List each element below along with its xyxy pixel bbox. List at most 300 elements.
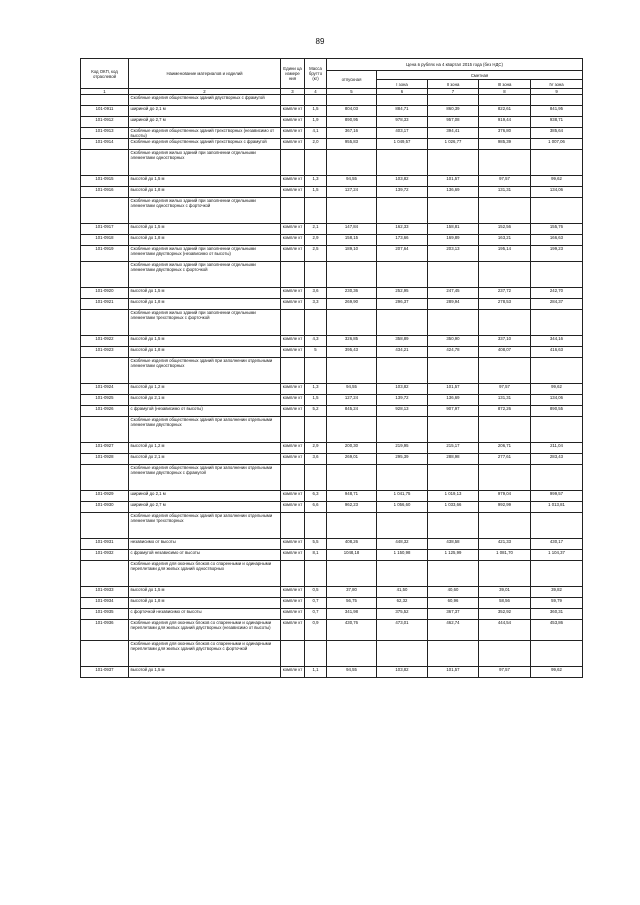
zone-2-price-cell: 247,45	[428, 288, 479, 299]
zone-3-price-cell: 421,33	[479, 539, 531, 550]
unit-cell: компле кт	[281, 443, 305, 454]
name-cell: Скобяные изделия для оконных блоков со спаренными и одинарными переплетами для жилых зданий двустворных (независимо от высоты)	[129, 620, 281, 641]
zone-1-price-cell: 473,01	[377, 620, 428, 641]
empty-cell	[305, 641, 327, 667]
zone-1-price-cell: 434,21	[377, 347, 428, 358]
column-number: 3	[281, 89, 305, 95]
mass-cell: 2,0	[305, 139, 327, 150]
zone-2-price-cell: 1 033,66	[428, 502, 479, 513]
unit-cell: компле кт	[281, 117, 305, 128]
unit-cell: компле кт	[281, 587, 305, 598]
mass-cell: 0,9	[305, 620, 327, 641]
zone-2-price-cell: 40,60	[428, 587, 479, 598]
empty-cell	[281, 465, 305, 491]
section-row	[81, 95, 583, 106]
empty-cell	[428, 561, 479, 587]
empty-cell	[479, 198, 531, 224]
zone-2-price-cell: 350,90	[428, 336, 479, 347]
unit-cell: компле кт	[281, 128, 305, 139]
section-row	[81, 358, 583, 384]
table-row	[81, 550, 583, 561]
unit-cell: компле кт	[281, 288, 305, 299]
header-mass: Масса брутто (кг)	[305, 59, 327, 89]
table-row	[81, 406, 583, 417]
empty-cell	[428, 198, 479, 224]
column-number: 6	[377, 89, 428, 95]
zone-4-price-cell: 360,31	[531, 609, 583, 620]
empty-cell	[327, 417, 377, 443]
code-cell	[81, 198, 129, 224]
unit-cell: компле кт	[281, 187, 305, 198]
mass-cell: 5,5	[305, 539, 327, 550]
release-price-cell: 127,24	[327, 395, 377, 406]
code-cell: 101-0937	[81, 667, 129, 678]
empty-cell	[327, 310, 377, 336]
empty-cell	[377, 417, 428, 443]
section-title: Скобяные изделия общественных зданий двустворных с фрамугой	[129, 95, 281, 106]
code-cell	[81, 465, 129, 491]
release-price-cell: 804,03	[327, 106, 377, 117]
header-estimate: Сметная	[377, 71, 583, 80]
zone-4-price-cell: 385,64	[531, 128, 583, 139]
name-cell: высотой до 1,2 м	[129, 384, 281, 395]
column-number: 1	[81, 89, 129, 95]
unit-cell: компле кт	[281, 667, 305, 678]
table-body	[81, 95, 583, 678]
name-cell: шириной до 2,7 м	[129, 502, 281, 513]
empty-cell	[531, 358, 583, 384]
zone-2-price-cell: 1 125,99	[428, 550, 479, 561]
header-price-group: Цена в рублях на 4 квартал 2015 года (без НДС)	[327, 59, 583, 71]
table-row	[81, 128, 583, 139]
zone-4-price-cell: 416,63	[531, 347, 583, 358]
name-cell: шириной до 2,1 м	[129, 106, 281, 117]
header-zone-4: IV зона	[531, 80, 583, 89]
zone-2-price-cell: 438,58	[428, 539, 479, 550]
zone-3-price-cell: 992,99	[479, 502, 531, 513]
zone-3-price-cell: 97,57	[479, 384, 531, 395]
empty-cell	[377, 262, 428, 288]
unit-cell: компле кт	[281, 491, 305, 502]
zone-1-price-cell: 928,13	[377, 406, 428, 417]
empty-cell	[531, 198, 583, 224]
code-cell: 101-0918	[81, 235, 129, 246]
zone-2-price-cell: 424,78	[428, 347, 479, 358]
zone-2-price-cell: 158,81	[428, 224, 479, 235]
zone-4-price-cell: 430,17	[531, 539, 583, 550]
zone-3-price-cell: 97,57	[479, 176, 531, 187]
section-row	[81, 198, 583, 224]
zone-1-price-cell: 103,82	[377, 667, 428, 678]
unit-cell: компле кт	[281, 502, 305, 513]
release-price-cell: 269,90	[327, 299, 377, 310]
zone-1-price-cell: 296,37	[377, 299, 428, 310]
release-price-cell: 127,24	[327, 187, 377, 198]
code-cell: 101-0931	[81, 539, 129, 550]
zone-1-price-cell: 103,82	[377, 176, 428, 187]
code-cell: 101-0917	[81, 224, 129, 235]
name-cell: высотой до 1,5 м	[129, 176, 281, 187]
zone-2-price-cell: 957,08	[428, 117, 479, 128]
zone-3-price-cell: 919,44	[479, 117, 531, 128]
empty-cell	[479, 310, 531, 336]
release-price-cell: 94,55	[327, 384, 377, 395]
mass-cell: 1,5	[305, 187, 327, 198]
table-row	[81, 246, 583, 262]
section-title: Скобяные изделия для оконных блоков со спаренными и одинарными переплетами для жилых зданий двустворных с форточкой	[129, 641, 281, 667]
unit-cell: компле кт	[281, 454, 305, 465]
table-row	[81, 620, 583, 641]
empty-cell	[428, 150, 479, 176]
empty-cell	[281, 358, 305, 384]
zone-4-price-cell: 938,71	[531, 117, 583, 128]
empty-cell	[479, 150, 531, 176]
zone-4-price-cell: 283,43	[531, 454, 583, 465]
code-cell: 101-0911	[81, 106, 129, 117]
zone-4-price-cell: 1 007,06	[531, 139, 583, 150]
empty-cell	[327, 95, 377, 106]
zone-1-price-cell: 103,82	[377, 384, 428, 395]
zone-3-price-cell: 408,07	[479, 347, 531, 358]
zone-1-price-cell: 978,33	[377, 117, 428, 128]
zone-1-price-cell: 173,66	[377, 235, 428, 246]
zone-4-price-cell: 211,04	[531, 443, 583, 454]
empty-cell	[305, 465, 327, 491]
empty-cell	[281, 641, 305, 667]
zone-4-price-cell: 134,06	[531, 395, 583, 406]
empty-cell	[327, 641, 377, 667]
zone-2-price-cell: 215,17	[428, 443, 479, 454]
empty-cell	[327, 465, 377, 491]
code-cell: 101-0912	[81, 117, 129, 128]
mass-cell: 2,9	[305, 443, 327, 454]
name-cell: высотой до 1,8 м	[129, 598, 281, 609]
zone-3-price-cell: 39,01	[479, 587, 531, 598]
table-row	[81, 117, 583, 128]
release-price-cell: 189,10	[327, 246, 377, 262]
code-cell: 101-0914	[81, 139, 129, 150]
zone-1-price-cell: 295,39	[377, 454, 428, 465]
unit-cell: компле кт	[281, 235, 305, 246]
zone-2-price-cell: 288,98	[428, 454, 479, 465]
table-row	[81, 106, 583, 117]
empty-cell	[531, 561, 583, 587]
zone-4-price-cell: 155,76	[531, 224, 583, 235]
unit-cell: компле кт	[281, 539, 305, 550]
release-price-cell: 200,30	[327, 443, 377, 454]
release-price-cell: 37,80	[327, 587, 377, 598]
unit-cell: компле кт	[281, 347, 305, 358]
name-cell: высотой до 1,5 м	[129, 288, 281, 299]
zone-2-price-cell: 101,57	[428, 667, 479, 678]
empty-cell	[428, 310, 479, 336]
mass-cell: 5	[305, 347, 327, 358]
zone-1-price-cell: 207,64	[377, 246, 428, 262]
header-unit: Едини ца измере ния	[281, 59, 305, 89]
release-price-cell: 94,55	[327, 667, 377, 678]
release-price-cell: 395,43	[327, 347, 377, 358]
empty-cell	[377, 95, 428, 106]
column-number: 8	[479, 89, 531, 95]
empty-cell	[377, 310, 428, 336]
code-cell: 101-0913	[81, 128, 129, 139]
header-zone-3: III зона	[479, 80, 531, 89]
zone-1-price-cell: 162,33	[377, 224, 428, 235]
release-price-cell: 147,84	[327, 224, 377, 235]
name-cell: с форточкой независимо от высоты	[129, 609, 281, 620]
mass-cell: 4,3	[305, 336, 327, 347]
zone-2-price-cell: 289,94	[428, 299, 479, 310]
section-row	[81, 262, 583, 288]
zone-3-price-cell: 337,10	[479, 336, 531, 347]
unit-cell: компле кт	[281, 176, 305, 187]
code-cell: 101-0926	[81, 406, 129, 417]
table-row	[81, 224, 583, 235]
release-price-cell: 1048,18	[327, 550, 377, 561]
zone-4-price-cell: 59,79	[531, 598, 583, 609]
empty-cell	[531, 465, 583, 491]
mass-cell: 1,9	[305, 117, 327, 128]
table-row	[81, 288, 583, 299]
code-cell	[81, 561, 129, 587]
zone-1-price-cell: 403,17	[377, 128, 428, 139]
empty-cell	[305, 310, 327, 336]
table-row	[81, 502, 583, 513]
unit-cell: компле кт	[281, 139, 305, 150]
empty-cell	[305, 513, 327, 539]
empty-cell	[305, 95, 327, 106]
mass-cell: 4,1	[305, 128, 327, 139]
code-cell: 101-0936	[81, 620, 129, 641]
mass-cell: 3,6	[305, 288, 327, 299]
name-cell: независимо от высоты	[129, 539, 281, 550]
header-zone-1: I зона	[377, 80, 428, 89]
code-cell: 101-0934	[81, 598, 129, 609]
empty-cell	[531, 95, 583, 106]
mass-cell: 3,3	[305, 299, 327, 310]
header-code: Код ОКП, код отраслевой	[81, 59, 129, 89]
table-row	[81, 587, 583, 598]
empty-cell	[327, 358, 377, 384]
zone-4-price-cell: 453,86	[531, 620, 583, 641]
table-row	[81, 347, 583, 358]
empty-cell	[305, 150, 327, 176]
zone-3-price-cell: 277,61	[479, 454, 531, 465]
empty-cell	[327, 513, 377, 539]
section-row	[81, 513, 583, 539]
zone-3-price-cell: 872,26	[479, 406, 531, 417]
zone-4-price-cell: 1 104,37	[531, 550, 583, 561]
zone-3-price-cell: 1 081,70	[479, 550, 531, 561]
table-row	[81, 667, 583, 678]
code-cell: 101-0927	[81, 443, 129, 454]
column-number: 4	[305, 89, 327, 95]
empty-cell	[327, 150, 377, 176]
name-cell: высотой до 1,5 м	[129, 224, 281, 235]
section-row	[81, 465, 583, 491]
release-price-cell: 230,36	[327, 288, 377, 299]
code-cell	[81, 641, 129, 667]
zone-1-price-cell: 62,32	[377, 598, 428, 609]
empty-cell	[428, 465, 479, 491]
mass-cell: 1,5	[305, 395, 327, 406]
table-row	[81, 491, 583, 502]
table-row	[81, 176, 583, 187]
zone-2-price-cell: 394,41	[428, 128, 479, 139]
zone-3-price-cell: 152,56	[479, 224, 531, 235]
empty-cell	[428, 262, 479, 288]
unit-cell: компле кт	[281, 106, 305, 117]
mass-cell: 1,3	[305, 384, 327, 395]
release-price-cell: 955,83	[327, 139, 377, 150]
zone-4-price-cell: 134,06	[531, 187, 583, 198]
unit-cell: компле кт	[281, 406, 305, 417]
empty-cell	[479, 262, 531, 288]
mass-cell: 0,5	[305, 587, 327, 598]
zone-1-price-cell: 448,32	[377, 539, 428, 550]
zone-3-price-cell: 206,71	[479, 443, 531, 454]
table-row	[81, 454, 583, 465]
mass-cell: 1,3	[305, 176, 327, 187]
mass-cell: 6,6	[305, 502, 327, 513]
name-cell: Скобяные изделия жилых зданий при заполнении отдельными элементами двустворных (независимо от высоты)	[129, 246, 281, 262]
header-name: Наименование материалов и изделий	[129, 59, 281, 89]
release-price-cell: 341,98	[327, 609, 377, 620]
table-row	[81, 384, 583, 395]
code-cell	[81, 417, 129, 443]
code-cell: 101-0915	[81, 176, 129, 187]
mass-cell: 1,5	[305, 106, 327, 117]
empty-cell	[377, 150, 428, 176]
empty-cell	[281, 262, 305, 288]
zone-2-price-cell: 1 019,13	[428, 491, 479, 502]
release-price-cell: 56,75	[327, 598, 377, 609]
zone-3-price-cell: 195,14	[479, 246, 531, 262]
page-number: 89	[315, 37, 325, 46]
code-cell	[81, 95, 129, 106]
zone-4-price-cell: 1 013,81	[531, 502, 583, 513]
table-row	[81, 336, 583, 347]
mass-cell: 0,7	[305, 598, 327, 609]
zone-2-price-cell: 907,97	[428, 406, 479, 417]
name-cell: высотой до 1,2 м	[129, 443, 281, 454]
empty-cell	[281, 150, 305, 176]
zone-2-price-cell: 860,39	[428, 106, 479, 117]
code-cell: 101-0935	[81, 609, 129, 620]
zone-3-price-cell: 58,56	[479, 598, 531, 609]
code-cell	[81, 513, 129, 539]
mass-cell: 2,1	[305, 224, 327, 235]
empty-cell	[479, 358, 531, 384]
zone-3-price-cell: 985,39	[479, 139, 531, 150]
name-cell: Скобяные изделия общественных зданий трехстворных с фрамугой	[129, 139, 281, 150]
section-title: Скобяные изделия общественных зданий при заполнении отдельными элементами трехстворных	[129, 513, 281, 539]
section-title: Скобяные изделия жилых зданий при заполнении отдельными элементами одностворных	[129, 150, 281, 176]
section-title: Скобяные изделия жилых зданий при заполнении отдельными элементами трехстворных с форточкой	[129, 310, 281, 336]
unit-cell: компле кт	[281, 384, 305, 395]
unit-cell: компле кт	[281, 395, 305, 406]
empty-cell	[281, 561, 305, 587]
release-price-cell: 158,15	[327, 235, 377, 246]
empty-cell	[531, 150, 583, 176]
mass-cell: 6,3	[305, 491, 327, 502]
table-row	[81, 235, 583, 246]
release-price-cell: 408,26	[327, 539, 377, 550]
header-zone-2: II зона	[428, 80, 479, 89]
code-cell	[81, 358, 129, 384]
release-price-cell: 326,85	[327, 336, 377, 347]
section-row	[81, 310, 583, 336]
release-price-cell: 269,01	[327, 454, 377, 465]
table-row	[81, 299, 583, 310]
zone-4-price-cell: 166,63	[531, 235, 583, 246]
column-number: 7	[428, 89, 479, 95]
empty-cell	[531, 417, 583, 443]
zone-1-price-cell: 884,71	[377, 106, 428, 117]
empty-cell	[479, 95, 531, 106]
name-cell: с фрамугой (независимо от высоты)	[129, 406, 281, 417]
release-price-cell: 890,95	[327, 117, 377, 128]
table-row	[81, 598, 583, 609]
mass-cell: 0,7	[305, 609, 327, 620]
mass-cell: 2,9	[305, 235, 327, 246]
zone-4-price-cell: 841,95	[531, 106, 583, 117]
code-cell	[81, 310, 129, 336]
empty-cell	[305, 561, 327, 587]
empty-cell	[305, 198, 327, 224]
zone-4-price-cell: 242,70	[531, 288, 583, 299]
name-cell: с фрамугой независимо от высоты	[129, 550, 281, 561]
table-row	[81, 539, 583, 550]
unit-cell: компле кт	[281, 609, 305, 620]
section-title: Скобяные изделия общественных зданий при заполнении отдельными элементами двустворных с фрамугой	[129, 465, 281, 491]
code-cell: 101-0921	[81, 299, 129, 310]
empty-cell	[377, 513, 428, 539]
empty-cell	[531, 310, 583, 336]
section-title: Скобяные изделия жилых зданий при заполнении отдельными элементами двустворных с форточкой	[129, 262, 281, 288]
unit-cell: компле кт	[281, 224, 305, 235]
code-cell: 101-0916	[81, 187, 129, 198]
code-cell: 101-0924	[81, 384, 129, 395]
table-row	[81, 187, 583, 198]
section-title: Скобяные изделия общественных зданий при заполнении отдельными элементами одностворных	[129, 358, 281, 384]
zone-1-price-cell: 219,95	[377, 443, 428, 454]
column-number: 5	[327, 89, 377, 95]
section-row	[81, 561, 583, 587]
code-cell: 101-0928	[81, 454, 129, 465]
column-number: 9	[531, 89, 583, 95]
empty-cell	[428, 417, 479, 443]
empty-cell	[377, 358, 428, 384]
zone-2-price-cell: 101,57	[428, 384, 479, 395]
unit-cell: компле кт	[281, 598, 305, 609]
zone-2-price-cell: 136,69	[428, 395, 479, 406]
table-row	[81, 609, 583, 620]
mass-cell: 1,1	[305, 667, 327, 678]
zone-1-price-cell: 139,72	[377, 187, 428, 198]
zone-3-price-cell: 822,61	[479, 106, 531, 117]
code-cell: 101-0925	[81, 395, 129, 406]
zone-4-price-cell: 99,62	[531, 667, 583, 678]
column-number: 2	[129, 89, 281, 95]
release-price-cell: 948,71	[327, 491, 377, 502]
name-cell: Скобяные изделия общественных зданий трехстворных (независимо от высоты)	[129, 128, 281, 139]
name-cell: высотой до 1,5 м	[129, 667, 281, 678]
empty-cell	[479, 641, 531, 667]
release-price-cell: 845,24	[327, 406, 377, 417]
empty-cell	[281, 198, 305, 224]
zone-4-price-cell: 344,16	[531, 336, 583, 347]
